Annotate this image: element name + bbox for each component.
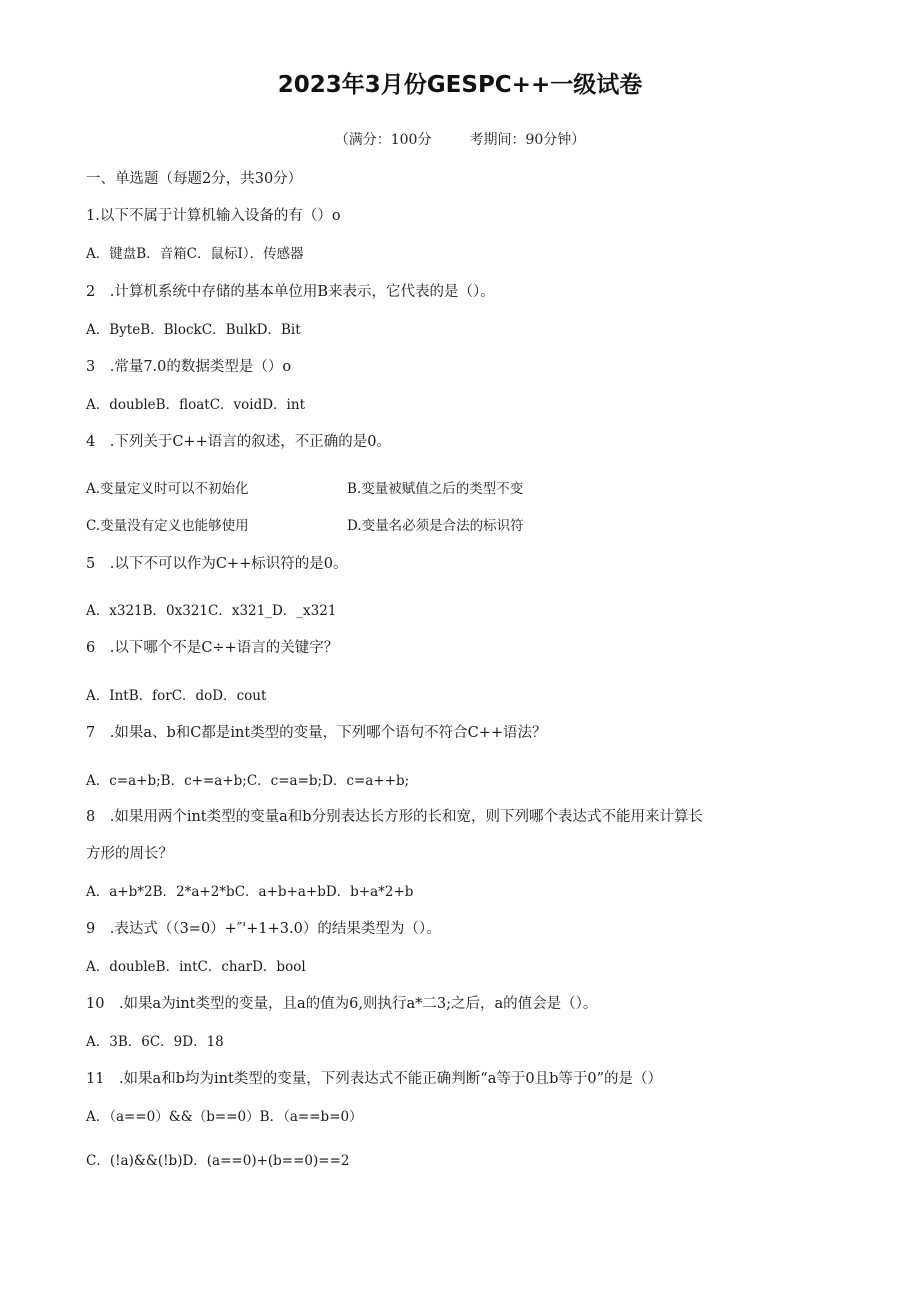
question-stem: 7 .如果a、b和C都是int类型的变量，下列哪个语句不符合C++语法？ (86, 725, 547, 741)
exam-duration: 考期间：90分钟） (469, 132, 586, 148)
option-d: D.变量名必须是合法的标识符 (347, 518, 524, 534)
question-options: A．a+b*2B．2*a+2*bC．a+b+a+bD．b+a*2+b (86, 884, 414, 900)
question-stem: 9 .表达式（（3=0）+″'+1+3.0）的结果类型为（）。 (86, 921, 441, 937)
question-options-line-1: A．（a==0）&&（b==0）B．（a==b=0） (86, 1109, 363, 1125)
question-stem: 8 .如果用两个int类型的变量a和b分别表达长方形的长和宽，则下列哪个表达式不能用来计算长 (86, 809, 704, 825)
question-options: A．IntB．forC．doD．cout (86, 688, 267, 704)
question-stem: 3 .常量7.0的数据类型是（）o (86, 359, 292, 375)
section-heading: 一、单选题（每题2分，共30分） (86, 171, 303, 187)
question-stem: 4 .下列关于C++语言的叙述，不正确的是0。 (86, 434, 391, 450)
question-options: A．doubleB．intC．charD．bool (86, 959, 306, 975)
question-stem: 10 .如果a为int类型的变量，且a的值为6,则执行a*二3;之后，a的值会是（）。 (86, 996, 598, 1012)
question-options: A．键盘B．音箱C．鼠标I）．传感器 (86, 246, 304, 262)
question-stem: 1.以下不属于计算机输入设备的有（）o (86, 208, 341, 224)
exam-title: 2023年3月份GESPC++一级试卷 (277, 72, 643, 98)
question-stem: 11 .如果a和b均为int类型的变量，下列表达式不能正确判断“a等于0且b等于0”的是（） (86, 1071, 662, 1087)
option-c: C.变量没有定义也能够使用 (86, 518, 249, 534)
option-a: A.变量定义时可以不初始化 (86, 481, 249, 497)
option-b: B.变量被赋值之后的类型不变 (347, 481, 524, 497)
question-stem: 6 .以下哪个不是C÷+语言的关键字？ (86, 640, 339, 656)
exam-info (0, 129, 920, 149)
question-options: A．ByteB．BlockC．BulkD．Bit (86, 322, 301, 338)
question-options: A．x321B．0x321C．x321_D．_x321 (86, 603, 337, 619)
question-stem: 2 .计算机系统中存储的基本单位用B来表示，它代表的是（）。 (86, 284, 495, 300)
question-options: A．doubleB．floatC．voidD．int (86, 397, 305, 413)
question-stem-continued: 方形的周长？ (86, 846, 173, 862)
question-options-line-2: C．(!a)&&(!b)D．(a==0)+(b==0)==2 (86, 1153, 350, 1169)
full-score: （满分：100分 (334, 132, 432, 148)
question-options: A．3B．6C．9D．18 (86, 1034, 224, 1050)
question-options: A．c=a+b;B．c+=a+b;C．c=a=b;D．c=a++b; (86, 773, 410, 789)
question-stem: 5 .以下不可以作为C++标识符的是0。 (86, 556, 348, 572)
